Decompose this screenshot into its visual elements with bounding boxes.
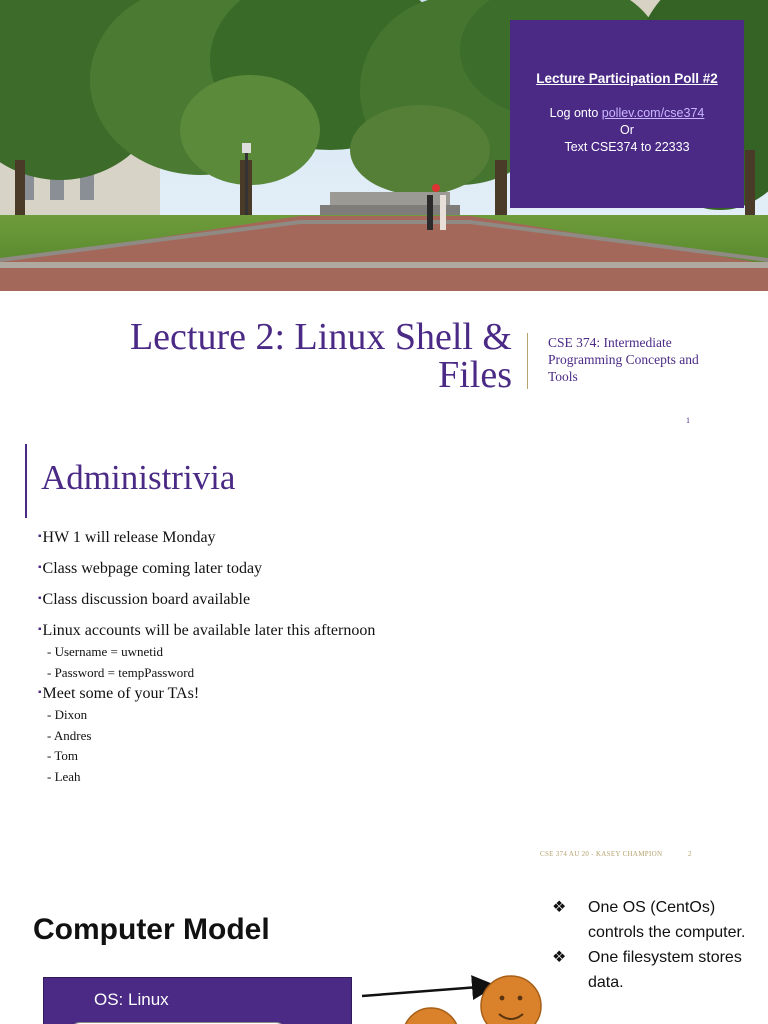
page-number: 2 (688, 850, 692, 858)
course-name: CSE 374: Intermediate Programming Concepts and Tools (548, 335, 699, 384)
arrow-icon (362, 986, 492, 996)
user-face-icon (481, 976, 541, 1024)
bullet-text: Class discussion board available (42, 591, 251, 608)
diamond-bullet-icon: ❖ (552, 949, 567, 966)
page-number: 1 (686, 416, 690, 425)
lecture-title (60, 318, 512, 394)
administrivia-slide (0, 436, 768, 866)
bullet-list (38, 527, 738, 787)
ta-name: - Andres (47, 727, 92, 743)
bullet-icon: ▪ (38, 531, 42, 542)
poll-text-instruction: Text CSE374 to 22333 (564, 140, 690, 154)
title-accent-bar (25, 444, 27, 518)
list-item (38, 527, 738, 548)
list-item (552, 895, 762, 945)
user-face-icon (403, 1008, 459, 1024)
point-text: One filesystem stores data. (588, 949, 742, 991)
poll-log-prefix: Log onto (549, 106, 602, 120)
bullet-text: Linux accounts will be available later this afternoon (42, 622, 376, 639)
model-points (552, 895, 762, 995)
point-text: One OS (CentOs) controls the computer. (588, 899, 746, 941)
poll-or: Or (620, 123, 634, 137)
title-divider (527, 333, 528, 389)
sub-item: - Username = uwnetid (47, 644, 163, 659)
diamond-bullet-icon: ❖ (552, 899, 567, 916)
slide-title: Computer Model (33, 913, 270, 946)
list-item (38, 558, 738, 579)
poll-box (510, 20, 744, 208)
poll-instruction (510, 105, 744, 122)
bullet-icon: ▪ (38, 562, 42, 573)
poll-title: Lecture Participation Poll #2 (536, 71, 718, 86)
title-slide (0, 0, 768, 435)
slide-title: Administrivia (41, 458, 236, 497)
poll-link[interactable]: pollev.com/cse374 (601, 106, 705, 120)
list-item (552, 945, 762, 995)
list-item (38, 683, 738, 704)
ta-name: - Dixon (47, 707, 88, 722)
bullet-icon: ▪ (38, 624, 42, 635)
bullet-text: Class webpage coming later today (42, 560, 263, 577)
bullet-text: Meet some of your TAs! (42, 685, 200, 702)
bullet-icon: ▪ (38, 687, 42, 698)
ta-name: - Tom (47, 748, 78, 763)
lecture-title-line1: Lecture 2: Linux Shell & (129, 316, 512, 358)
bullet-icon: ▪ (38, 593, 42, 604)
slide-footer: CSE 374 AU 20 - KASEY CHAMPION (540, 850, 663, 858)
bullet-text: HW 1 will release Monday (42, 529, 216, 546)
lecture-title-line2: Files (438, 354, 512, 396)
list-item (38, 589, 738, 610)
ta-name: - Leah (47, 768, 81, 784)
os-label: OS: Linux (94, 990, 169, 1009)
sub-item: - Password = tempPassword (47, 664, 195, 680)
list-item (38, 620, 738, 641)
computer-model-slide (0, 868, 768, 1024)
